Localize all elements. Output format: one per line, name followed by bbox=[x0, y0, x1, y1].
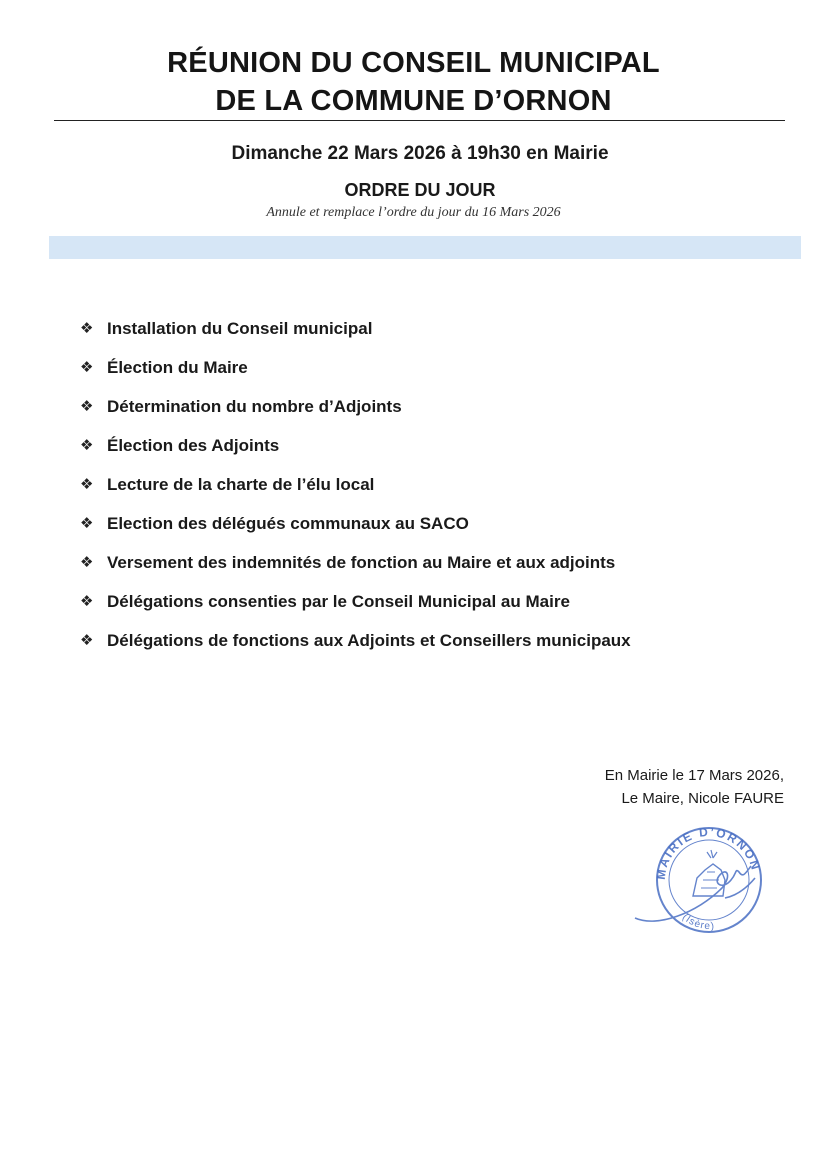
agenda-note: Annule et remplace l’ordre du jour du 16 Mars 2026 bbox=[266, 205, 561, 220]
agenda-item-label: Installation du Conseil municipal bbox=[107, 319, 373, 338]
title-line-1: RÉUNION DU CONSEIL MUNICIPAL bbox=[167, 47, 660, 79]
diamond-bullet-icon: ❖ bbox=[80, 398, 94, 415]
stamp-text-top: MAIRIE D’ORNON bbox=[653, 824, 764, 881]
agenda-item bbox=[80, 435, 631, 474]
agenda-heading: ORDRE DU JOUR bbox=[344, 180, 496, 200]
signature-place-date: En Mairie le 17 Mars 2026, bbox=[604, 767, 784, 784]
agenda-item-label: Lecture de la charte de l’élu local bbox=[107, 475, 375, 494]
diamond-bullet-icon: ❖ bbox=[80, 593, 94, 610]
agenda-item-label: Election des délégués communaux au SACO bbox=[107, 514, 469, 533]
diamond-bullet-icon: ❖ bbox=[80, 554, 94, 571]
meeting-date: Dimanche 22 Mars 2026 à 19h30 en Mairie bbox=[231, 143, 609, 164]
diamond-bullet-icon: ❖ bbox=[80, 632, 94, 649]
mairie-stamp-icon bbox=[627, 818, 777, 938]
document-title bbox=[0, 44, 827, 120]
diamond-bullet-icon: ❖ bbox=[80, 320, 94, 337]
agenda-item-label: Élection des Adjoints bbox=[107, 436, 280, 455]
agenda-item bbox=[80, 591, 631, 630]
agenda-item bbox=[80, 396, 631, 435]
svg-text:(Isère) bbox=[680, 912, 715, 932]
diamond-bullet-icon: ❖ bbox=[80, 476, 94, 493]
agenda-item-label: Délégations consenties par le Conseil Municipal au Maire bbox=[107, 592, 570, 611]
agenda-item bbox=[80, 513, 631, 552]
agenda-item-label: Élection du Maire bbox=[107, 358, 248, 377]
diamond-bullet-icon: ❖ bbox=[80, 359, 94, 376]
agenda-item-label: Détermination du nombre d’Adjoints bbox=[107, 397, 402, 416]
agenda-item-label: Versement des indemnités de fonction au Maire et aux adjoints bbox=[107, 553, 616, 572]
decorative-band bbox=[49, 236, 801, 259]
agenda-item bbox=[80, 552, 631, 591]
signature-block bbox=[605, 764, 784, 810]
diamond-bullet-icon: ❖ bbox=[80, 437, 94, 454]
stamp-text-bottom: (Isère) bbox=[679, 911, 716, 933]
title-line-2: DE LA COMMUNE D’ORNON bbox=[215, 85, 612, 117]
diamond-bullet-icon: ❖ bbox=[80, 515, 94, 532]
agenda-item-label: Délégations de fonctions aux Adjoints et Conseillers municipaux bbox=[107, 631, 631, 650]
agenda-item bbox=[80, 474, 631, 513]
title-divider bbox=[54, 120, 785, 121]
agenda-list bbox=[80, 318, 631, 669]
agenda-item bbox=[80, 318, 631, 357]
agenda-item bbox=[80, 630, 631, 669]
agenda-item bbox=[80, 357, 631, 396]
signature-signer: Le Maire, Nicole FAURE bbox=[621, 790, 784, 807]
